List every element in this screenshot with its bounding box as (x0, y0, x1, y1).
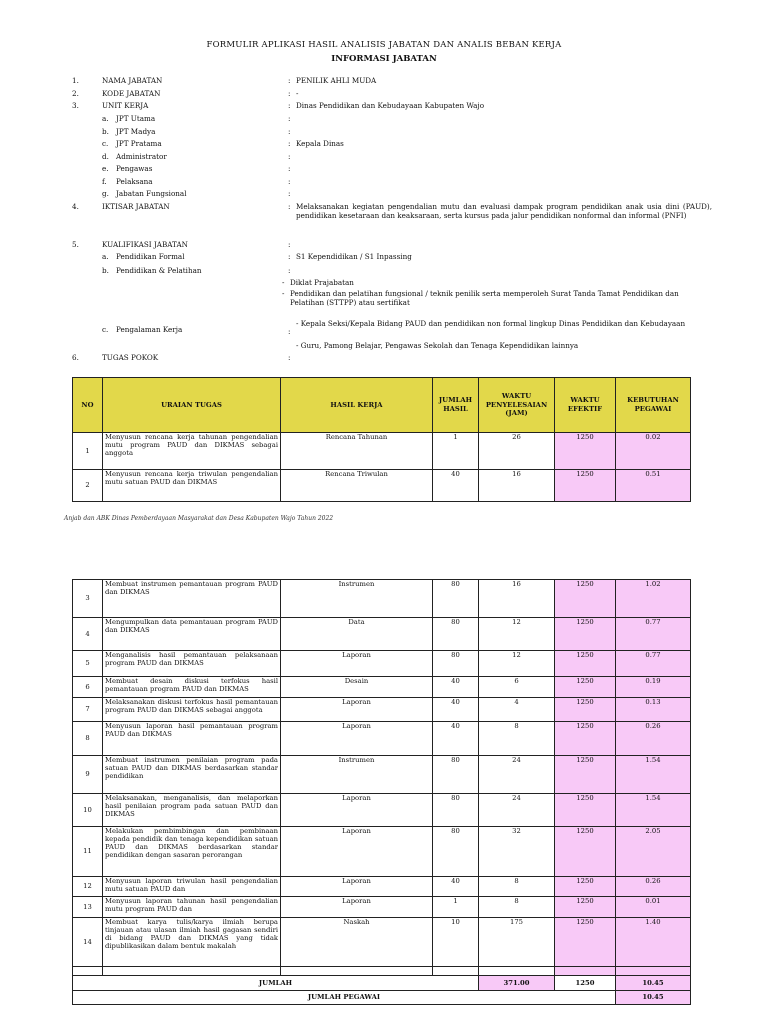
cell-jumlah: 80 (433, 580, 479, 618)
cell-jumlah: 80 (433, 618, 479, 651)
table-row (73, 897, 691, 918)
table-row (73, 722, 691, 756)
form-subtitle: INFORMASI JABATAN (331, 54, 437, 64)
cell-jumlah: 40 (433, 677, 479, 698)
cell-waktu: 4 (479, 698, 555, 722)
task-table-page2 (72, 579, 691, 1005)
cell-hasil: Laporan (281, 794, 433, 827)
table-row (73, 677, 691, 698)
cell-hasil: Laporan (281, 897, 433, 918)
cell-waktu: 6 (479, 677, 555, 698)
job-info-section (72, 76, 712, 365)
cell-uraian-text: Menyusun laporan triwulan hasil pengendalian mutu satuan PAUD dan (105, 877, 278, 894)
cell-kebutuhan: 0.13 (616, 698, 691, 722)
cell-kebutuhan: 1.54 (616, 756, 691, 794)
kode-jabatan-value: - (296, 89, 299, 98)
form-title: FORMULIR APLIKASI HASIL ANALISIS JABATAN DAN ANALIS BEBAN KERJA (206, 40, 562, 50)
cell-uraian-text: Menyusun laporan tahunan hasil pengendalian mutu program PAUD dan (105, 897, 278, 914)
cell-uraian-text: Membuat instrumen pemantauan program PAUD dan DIKMAS (105, 580, 278, 597)
cell-uraian-text: Melaksanakan diskusi terfokus hasil pemantauan program PAUD dan DIKMAS sebagai anggota (105, 698, 278, 715)
table-header-row (73, 378, 691, 433)
cell-kebutuhan: 0.19 (616, 677, 691, 698)
cell-kebutuhan: 0.77 (616, 618, 691, 651)
cell-uraian-text: Menyusun laporan hasil pemantauan program PAUD dan DIKMAS (105, 722, 278, 739)
cell-uraian-text: Membuat karya tulis/karya ilmiah berupa tinjauan atau ulasan ilmiah hasil gagasan sendiri di bidang PAUD dan DIKMAS yang tidak dipublikasikan dalam bentuk makalah (105, 918, 278, 951)
cell-uraian (103, 897, 281, 918)
info-subrow: d. Administrator : (102, 151, 291, 161)
cell-uraian (103, 722, 281, 756)
cell-efektif: 1250 (555, 756, 616, 794)
cell-efektif: 1250 (555, 618, 616, 651)
cell-uraian-text: Membuat desain diskusi terfokus hasil pemantauan program PAUD dan DIKMAS (105, 677, 278, 694)
cell-uraian (103, 827, 281, 877)
jumlah-pegawai-label: JUMLAH PEGAWAI (73, 991, 616, 1005)
cell-no: 12 (73, 877, 103, 897)
cell-hasil: Laporan (281, 698, 433, 722)
cell-uraian (103, 580, 281, 618)
header-hasil: HASIL KERJA (281, 378, 433, 433)
table-row (73, 877, 691, 897)
cell-jumlah: 40 (433, 698, 479, 722)
cell-uraian (103, 698, 281, 722)
cell-no: 3 (73, 580, 103, 618)
cell-uraian (103, 651, 281, 677)
pelatihan-item: - Diklat Prajabatan (282, 278, 354, 287)
cell-jumlah: 80 (433, 651, 479, 677)
cell-hasil: Instrumen (281, 756, 433, 794)
cell-waktu: 12 (479, 618, 555, 651)
jumlah-kebutuhan: 10.45 (616, 976, 691, 991)
header-no: NO (73, 378, 103, 433)
cell-waktu: 16 (479, 580, 555, 618)
table-row (73, 698, 691, 722)
info-row-ikhtisar: 4. IKTISAR JABATAN : Melaksanakan kegiatan pengendalian mutu dan evaluasi dampak program pendidikan anak usia dini (PAUD), pendidikan kesetaraan dan keaksaraan, serta kursus pada jalur pendidikan nonformal dan informal (PNFI) (72, 202, 712, 240)
cell-efektif: 1250 (555, 651, 616, 677)
info-subrow-pendidikan-formal: a. Pendidikan Formal : S1 Kependidikan / S1 Inpassing (102, 252, 412, 261)
cell-efektif: 1250 (555, 897, 616, 918)
cell-waktu: 8 (479, 722, 555, 756)
jumlah-waktu: 371.00 (479, 976, 555, 991)
cell-uraian-text: Mengumpulkan data pemantauan program PAUD dan DIKMAS (105, 618, 278, 635)
info-subrow: c. JPT Pratama : Kepala Dinas (102, 139, 344, 148)
cell-uraian (103, 677, 281, 698)
cell-waktu: 12 (479, 651, 555, 677)
cell-uraian (103, 618, 281, 651)
cell-uraian (103, 918, 281, 967)
jumlah-label: JUMLAH (73, 976, 479, 991)
info-subrow: a. JPT Utama : (102, 114, 291, 123)
cell-efektif: 1250 (555, 827, 616, 877)
nama-jabatan-value: PENILIK AHLI MUDA (296, 76, 377, 85)
table-row (73, 580, 691, 618)
cell-waktu: 8 (479, 897, 555, 918)
cell-kebutuhan: 0.01 (616, 897, 691, 918)
pelatihan-item: - Pendidikan dan pelatihan fungsional / teknik penilik serta memperoleh Surat Tanda Tamat Pendidikan dan Pelatihan (STTPP) atau sertifikat (282, 289, 679, 308)
cell-uraian (103, 877, 281, 897)
table-row (73, 918, 691, 967)
footer-note: Anjab dan ABK Dinas Pemberdayaan Masyarakat dan Desa Kabupaten Wajo Tahun 2022 (64, 515, 334, 522)
cell-kebutuhan: 1.02 (616, 580, 691, 618)
cell-jumlah: 40 (433, 722, 479, 756)
cell-waktu: 24 (479, 794, 555, 827)
jumlah-pegawai-value: 10.45 (616, 991, 691, 1005)
info-subrow: g. Jabatan Fungsional : (102, 189, 291, 198)
cell-no: 5 (73, 651, 103, 677)
info-subrow: f. Pelaksana : (102, 176, 291, 186)
header-efektif: WAKTU EFEKTIF (555, 378, 616, 433)
cell-jumlah: 80 (433, 794, 479, 827)
cell-jumlah: 40 (433, 877, 479, 897)
cell-hasil: Desain (281, 677, 433, 698)
cell-no: 7 (73, 698, 103, 722)
cell-no: 13 (73, 897, 103, 918)
cell-no: 8 (73, 722, 103, 756)
info-subrow-pengalaman: c. Pengalaman Kerja : - Kepala Seksi/Kepala Bidang PAUD dan pendidikan non formal lingkup Dinas Pendidikan dan Kebudayaan (102, 319, 686, 336)
cell-kebutuhan: 0.77 (616, 651, 691, 677)
cell-efektif: 1250 (555, 580, 616, 618)
jumlah-row (73, 976, 691, 991)
info-subrow-pendidikan-pelatihan: b. Pendidikan & Pelatihan : (102, 266, 291, 275)
cell-kebutuhan: 0.26 (616, 877, 691, 897)
table-row (73, 618, 691, 651)
table-row: 1 Menyusun rencana kerja tahunan pengendalian mutu program PAUD dan DIKMAS sebagai anggota Rencana Tahunan 1 26 1250 0.02 (73, 433, 691, 470)
cell-uraian-text: Melaksanakan, menganalisis, dan melaporkan hasil penilaian program pada satuan PAUD dan DIKMAS (105, 794, 278, 819)
header-kebutuhan: KEBUTUHAN PEGAWAI (616, 378, 691, 433)
info-row-kualifikasi: 5. KUALIFIKASI JABATAN : (72, 240, 291, 249)
cell-uraian-text: Menganalisis hasil pemantauan pelaksanaan program PAUD dan DIKMAS (105, 651, 278, 668)
cell-no: 11 (73, 827, 103, 877)
cell-kebutuhan: 0.26 (616, 722, 691, 756)
header-jumlah: JUMLAH HASIL (433, 378, 479, 433)
cell-no: 10 (73, 794, 103, 827)
info-row-nama-jabatan: 1. NAMA JABATAN : PENILIK AHLI MUDA (72, 76, 712, 89)
cell-hasil: Laporan (281, 651, 433, 677)
cell-waktu: 32 (479, 827, 555, 877)
table-row (73, 651, 691, 677)
cell-efektif: 1250 (555, 877, 616, 897)
cell-hasil: Laporan (281, 877, 433, 897)
cell-hasil: Data (281, 618, 433, 651)
cell-kebutuhan: 1.54 (616, 794, 691, 827)
cell-no: 4 (73, 618, 103, 651)
ikhtisar-value: Melaksanakan kegiatan pengendalian mutu dan evaluasi dampak program pendidikan anak usia dini (PAUD), pendidikan kesetaraan dan keaksaraan, serta kursus pada jalur pendidikan nonformal dan informal (PNFI) (296, 202, 712, 221)
cell-hasil: Laporan (281, 827, 433, 877)
cell-efektif: 1250 (555, 918, 616, 967)
cell-jumlah: 80 (433, 756, 479, 794)
table-spacer-row (73, 967, 691, 976)
info-row-unit-kerja: 3. UNIT KERJA : Dinas Pendidikan dan Kebudayaan Kabupaten Wajo (72, 101, 712, 114)
cell-kebutuhan: 1.40 (616, 918, 691, 967)
cell-no: 6 (73, 677, 103, 698)
cell-efektif: 1250 (555, 794, 616, 827)
cell-hasil: Naskah (281, 918, 433, 967)
cell-waktu: 24 (479, 756, 555, 794)
cell-uraian (103, 756, 281, 794)
jumlah-pegawai-row (73, 991, 691, 1005)
cell-jumlah: 80 (433, 827, 479, 877)
table-row (73, 827, 691, 877)
table-row: 2 Menyusun rencana kerja triwulan pengendalian mutu satuan PAUD dan DIKMAS Rencana Triwulan 40 16 1250 0.51 (73, 470, 691, 502)
cell-no: 14 (73, 918, 103, 967)
cell-kebutuhan: 2.05 (616, 827, 691, 877)
unit-kerja-value: Dinas Pendidikan dan Kebudayaan Kabupaten Wajo (296, 101, 485, 110)
cell-uraian-text: Membuat instrumen penilaian program pada satuan PAUD dan DIKMAS berdasarkan standar pendidikan (105, 756, 278, 781)
header-uraian: URAIAN TUGAS (103, 378, 281, 433)
cell-uraian (103, 794, 281, 827)
cell-jumlah: 1 (433, 897, 479, 918)
info-subrow: e. Pengawas : (102, 164, 291, 173)
cell-efektif: 1250 (555, 722, 616, 756)
cell-waktu: 175 (479, 918, 555, 967)
cell-waktu: 8 (479, 877, 555, 897)
cell-hasil: Laporan (281, 722, 433, 756)
cell-no: 9 (73, 756, 103, 794)
jumlah-efektif: 1250 (555, 976, 616, 991)
cell-hasil: Instrumen (281, 580, 433, 618)
cell-uraian-text: Melakukan pembimbingan dan pembinaan kepada pendidik dan tenaga kependidikan satuan PAUD dan DIKMAS berdasarkan standar pendidikan dengan sasaran perorangan (105, 827, 278, 860)
cell-efektif: 1250 (555, 698, 616, 722)
table-row (73, 756, 691, 794)
info-row-tugas-pokok: 6. TUGAS POKOK : (72, 353, 291, 362)
cell-jumlah: 10 (433, 918, 479, 967)
pengalaman-item: - Guru, Pamong Belajar, Pengawas Sekolah dan Tenaga Kependidikan lainnya (296, 341, 579, 350)
header-waktu: WAKTU PENYELESAIAN (JAM) (479, 378, 555, 433)
cell-efektif: 1250 (555, 677, 616, 698)
table-row (73, 794, 691, 827)
task-table-page1 (72, 377, 691, 502)
info-subrow: b. JPT Madya : (102, 126, 291, 136)
info-row-kode-jabatan: 2. KODE JABATAN : - (72, 89, 712, 101)
